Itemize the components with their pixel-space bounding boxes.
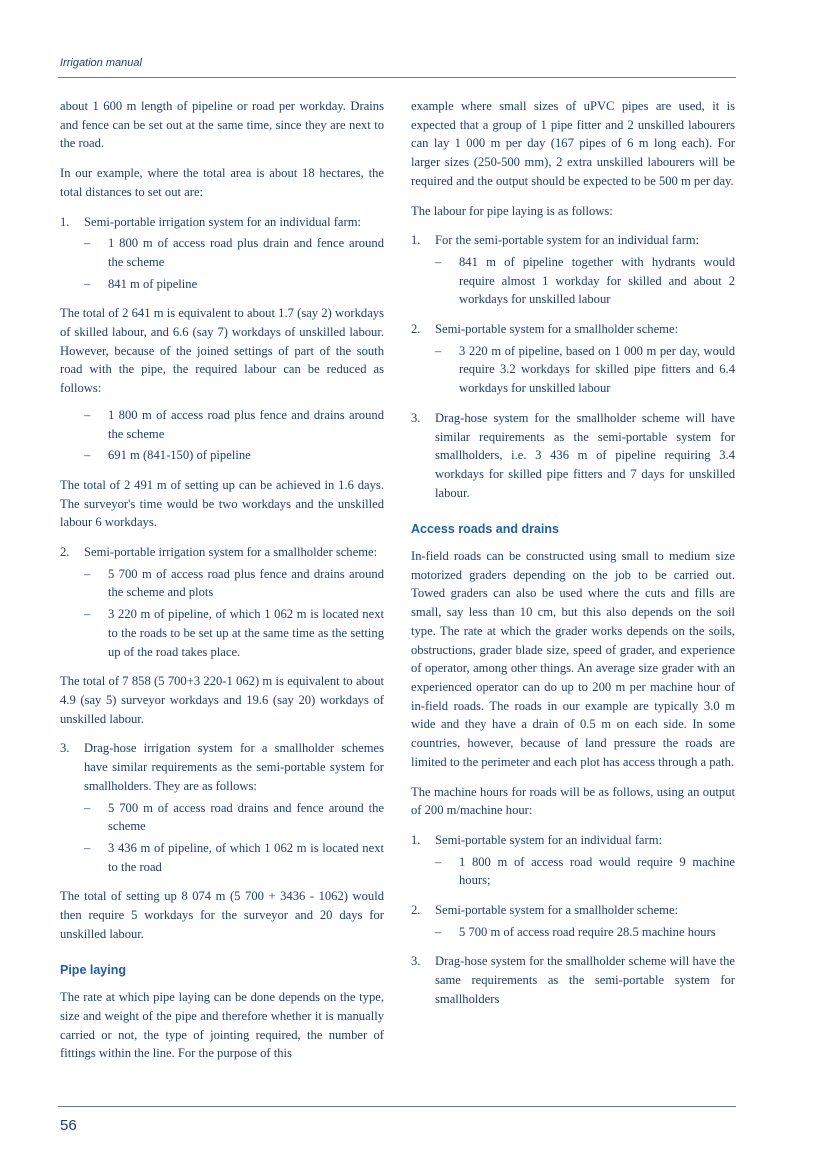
list-item-text: Drag-hose irrigation system for a smallholder schemes have similar requirements as the semi-portable system for smallholders. They are as follows:: [84, 741, 384, 793]
section-heading-pipe-laying: Pipe laying: [60, 963, 126, 978]
dash-list: [84, 565, 384, 662]
dash-marker: –: [435, 343, 442, 358]
dash-marker: –: [84, 607, 91, 622]
dash-item: [84, 275, 384, 294]
list-item-text: Drag-hose system for the smallholder scheme will have the same requirements as the semi-portable system for smallholders: [435, 954, 735, 1006]
dash-marker: –: [84, 840, 91, 855]
dash-item: [84, 446, 384, 465]
numbered-list: [411, 231, 735, 502]
header-rule: [58, 77, 736, 78]
dash-item-text: 841 m of pipeline together with hydrants would require almost 1 workday for skilled and about 2 workdays for unskilled labour: [459, 254, 735, 307]
dash-item: [435, 923, 735, 942]
paragraph: about 1 600 m length of pipeline or road per workday. Drains and fence can be set out at the same time, since they are next to the road.: [60, 99, 384, 151]
dash-marker: –: [84, 448, 91, 463]
list-item: [60, 406, 384, 465]
running-header: Irrigation manual: [60, 57, 142, 69]
paragraph: The rate at which pipe laying can be done depends on the type, size and weight of the pipe and therefore whether it is manually carried or not, the type of jointing required, the number of fittings within the line. For the purpose of this: [60, 990, 384, 1061]
paragraph: The labour for pipe laying is as follows:: [411, 203, 613, 218]
dash-item-text: 3 220 m of pipeline, of which 1 062 m is located next to the roads to be set up at the same time as the setting up of the road takes place.: [108, 607, 384, 659]
list-number: 3.: [60, 741, 70, 756]
dash-item-text: 1 800 m of access road would require 9 machine hours;: [459, 854, 735, 888]
list-number: 2.: [60, 545, 70, 560]
paragraph: The total of 2 491 m of setting up can be achieved in 1.6 days. The surveyor's time would be two workdays and the unskilled labour 6 workdays.: [60, 477, 384, 530]
paragraph: example where small sizes of uPVC pipes are used, it is expected that a group of 1 pipe fitter and 2 unskilled labourers can lay 1 000 m per day (167 pipes of 6 m long each). For larger sizes (250-500 mm), 2 extra unskilled labourers will be required and the output should be expected to be 500 m per day.: [411, 99, 735, 188]
right-column: [411, 97, 735, 1020]
dash-item: [435, 253, 735, 309]
numbered-list: [60, 543, 384, 661]
footer-rule: [58, 1106, 736, 1107]
dash-item: [435, 853, 735, 890]
dash-list: [435, 342, 735, 398]
list-number: 2.: [411, 903, 421, 918]
list-item: [411, 320, 735, 398]
list-number: 3.: [411, 954, 421, 969]
list-item-text: Semi-portable system for a smallholder scheme:: [435, 322, 679, 337]
dash-marker: –: [435, 924, 442, 939]
paragraph: In our example, where the total area is about 18 hectares, the total distances to set out are:: [60, 166, 384, 199]
paragraph: In-field roads can be constructed using small to medium size motorized graders depending on the job to be carried out. Towed graders can also be used where the cuts and fills are small, say less than 10 cm, but this also depends on the soil type. The rate at which the grader works depends on the soils, obstructions, grader blade size, speed of grader, and experience of operator, among other things. An average size grader with an experienced operator can do up to 200 m per machine hour of in-field roads. The roads in our example are typically 3.0 m wide and they have a drain of 0.5 m on each side. In some countries, however, because of land pressure the roads are limited to the perimeter and each plot has access through a path.: [411, 549, 735, 769]
dash-marker: –: [84, 236, 91, 251]
list-item: [60, 739, 384, 876]
dash-list: [435, 253, 735, 309]
paragraph: The machine hours for roads will be as follows, using an output of 200 m/machine hour:: [411, 784, 735, 818]
list-item-text: Semi-portable irrigation system for a smallholder scheme:: [84, 545, 378, 560]
dash-list: [84, 406, 384, 465]
numbered-list: [60, 739, 384, 876]
list-item: [411, 831, 735, 890]
list-item-text: Drag-hose system for the smallholder scheme will have similar requirements as the semi-portable system for smallholders, i.e. 3 436 m of pipeline requiring 3.4 workdays for skilled pipe fitters and 7 days for unskilled labour.: [435, 410, 735, 500]
dash-item: [84, 799, 384, 836]
dash-item-text: 691 m (841-150) of pipeline: [108, 448, 251, 463]
dash-item-text: 5 700 m of access road require 28.5 machine hours: [459, 924, 716, 939]
dash-item-text: 1 800 m of access road plus fence and drains around the scheme: [108, 407, 384, 441]
dash-list: [435, 853, 735, 890]
dash-marker: –: [84, 566, 91, 581]
section-heading-access-roads: Access roads and drains: [411, 522, 559, 537]
dash-marker: –: [84, 276, 91, 291]
list-number: 1.: [411, 233, 421, 248]
dash-item-text: 5 700 m of access road drains and fence around the scheme: [108, 800, 384, 834]
dash-item-text: 3 220 m of pipeline, based on 1 000 m per day, would require 3.2 workdays for skilled pipe fitters and 6.4 workdays for unskilled labour: [459, 343, 735, 396]
dash-item-text: 841 m of pipeline: [108, 276, 198, 291]
dash-marker: –: [84, 800, 91, 815]
dash-item: [84, 605, 384, 661]
dash-marker: –: [435, 854, 442, 869]
dash-item: [435, 342, 735, 398]
paragraph: The total of 2 641 m is equivalent to about 1.7 (say 2) workdays of skilled labour, and 6.6 (say 7) workdays of unskilled labour. However, because of the joined settings of part of the south road with the pipe, the required labour can be reduced as follows:: [60, 306, 384, 396]
numbered-list: [60, 406, 384, 465]
list-number: 1.: [60, 214, 70, 229]
dash-list: [84, 799, 384, 877]
numbered-list: [60, 213, 384, 294]
list-number: 3.: [411, 410, 421, 425]
dash-item-text: 5 700 m of access road plus fence and drains around the scheme and plots: [108, 566, 384, 600]
list-number: 1.: [411, 832, 421, 847]
dash-item: [84, 406, 384, 443]
dash-item-text: 3 436 m of pipeline, of which 1 062 m is located next to the road: [108, 840, 384, 874]
dash-list: [435, 923, 735, 942]
list-item: [411, 901, 735, 941]
list-item: [60, 543, 384, 661]
list-item: [411, 231, 735, 309]
list-item: [411, 952, 735, 1008]
paragraph: The total of setting up 8 074 m (5 700 + 3436 - 1062) would then require 5 workdays for the surveyor and 20 days for unskilled labour.: [60, 889, 384, 941]
dash-marker: –: [84, 407, 91, 422]
dash-item: [84, 234, 384, 271]
numbered-list: [411, 831, 735, 1009]
dash-marker: –: [435, 254, 442, 269]
list-item-text: Semi-portable system for a smallholder scheme:: [435, 903, 679, 918]
list-number: 2.: [411, 322, 421, 337]
list-item: [60, 213, 384, 294]
page-number: 56: [60, 1117, 77, 1134]
dash-item-text: 1 800 m of access road plus drain and fence around the scheme: [108, 236, 384, 269]
list-item-text: Semi-portable system for an individual farm:: [435, 832, 662, 847]
dash-item: [84, 839, 384, 876]
dash-item: [84, 565, 384, 602]
dash-list: [84, 234, 384, 293]
list-item-text: For the semi-portable system for an individual farm:: [435, 233, 700, 248]
list-item-text: Semi-portable irrigation system for an individual farm:: [84, 214, 361, 229]
list-item: [411, 409, 735, 503]
paragraph: The total of 7 858 (5 700+3 220-1 062) m is equivalent to about 4.9 (say 5) surveyor workdays and 19.6 (say 20) workdays of unskilled labour.: [60, 674, 384, 726]
left-column: [60, 97, 384, 1074]
